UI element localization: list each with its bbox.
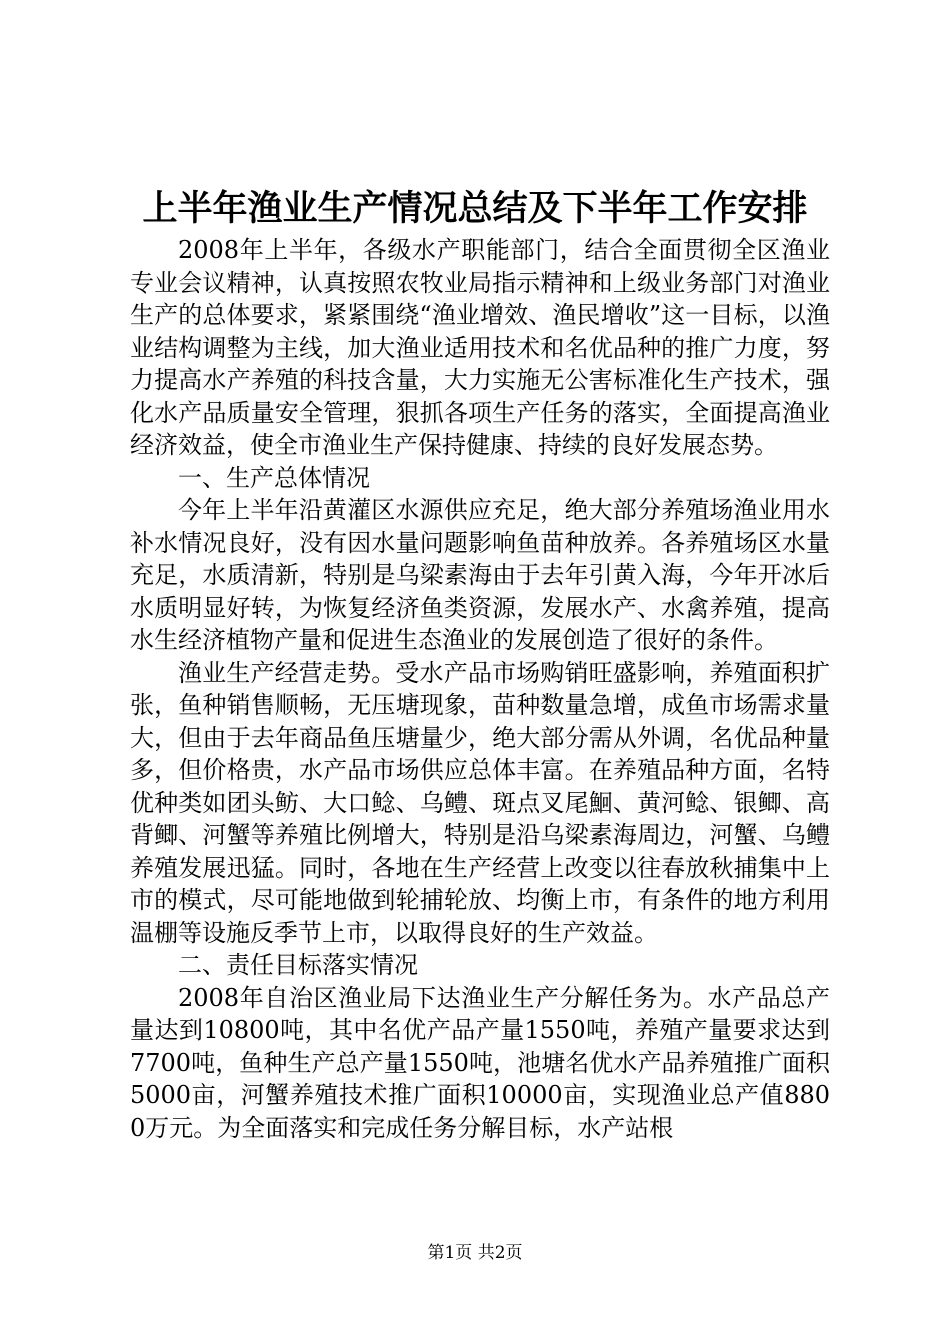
intro-paragraph: 2008年上半年，各级水产职能部门，结合全面贯彻全区渔业专业会议精神，认真按照农牧业局指示精神和上级业务部门对渔业生产的总体要求，紧紧围绕“渔业增效、渔民增收”这一目标，以渔业结构调整为主线，加大渔业适用技术和名优品种的推广力度，努力提高水产养殖的科技含量，大力实施无公害标准化生产技术，强化水产品质量安全管理，狠抓各项生产任务的落实，全面提高渔业经济效益，使全市渔业生产保持健康、持续的良好发展态势。: [130, 236, 830, 459]
market-trend-paragraph: 渔业生产经营走势。受水产品市场购销旺盛影响，养殖面积扩张，鱼种销售顺畅，无压塘现象，苗种数量急增，成鱼市场需求量大，但由于去年商品鱼压塘量少，绝大部分需从外调，名优品种量多，但价格贵，水产品市场供应总体丰富。在养殖品种方面，名特优种类如团头鲂、大口鲶、乌鳢、斑点叉尾鮰、黄河鲶、银鲫、高背鲫、河蟹等养殖比例增大，特别是沿乌梁素海周边，河蟹、乌鳢养殖发展迅猛。同时，各地在生产经营上改变以往春放秋捕集中上市的模式，尽可能地做到轮捕轮放、均衡上市，有条件的地方利用温棚等设施反季节上市，以取得良好的生产效益。: [130, 658, 830, 947]
section-heading-targets: 二、责任目标落实情况: [178, 951, 418, 979]
water-supply-paragraph: 今年上半年沿黄灌区水源供应充足，绝大部分养殖场渔业用水补水情况良好，没有因水量问题影响鱼苗种放养。各养殖场区水量充足，水质清新，特别是乌梁素海由于去年引黄入海，今年开冰后水质明显好转，为恢复经济鱼类资源，发展水产、水禽养殖，提高水生经济植物产量和促进生态渔业的发展创造了很好的条件。: [130, 496, 830, 654]
document-title: 上半年渔业生产情况总结及下半年工作安排: [142, 188, 808, 229]
section-heading-production-overview: 一、生产总体情况: [178, 463, 370, 492]
targets-paragraph: 2008年自治区渔业局下达渔业生产分解任务为。水产品总产量达到10800吨，其中名优产品产量1550吨，养殖产量要求达到7700吨，鱼种生产总产量1550吨，池塘名优水产品养殖推广面积5000亩，河蟹养殖技术推广面积10000亩，实现渔业总产值8800万元。为全面落实和完成任务分解目标，水产站根: [130, 983, 830, 1142]
document-body: [130, 234, 830, 1144]
page-number-footer: 第1页 共2页: [427, 1243, 523, 1263]
